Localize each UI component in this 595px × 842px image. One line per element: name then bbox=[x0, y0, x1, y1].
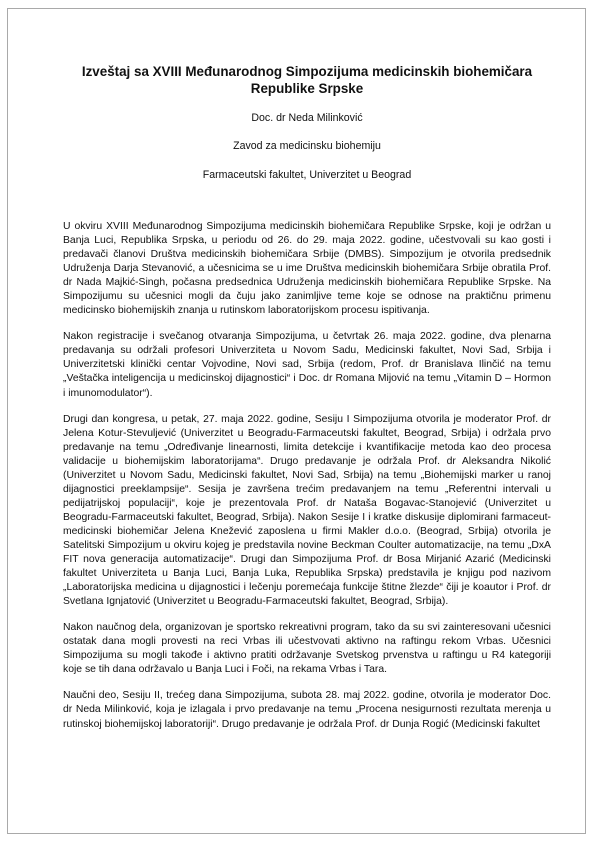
author-name: Doc. dr Neda Milinković bbox=[251, 112, 363, 124]
paragraph-day-two: Drugi dan kongresa, u petak, 27. maja 2022. godine, Sesiju I Simpozijuma otvorila je moderator Prof. dr Jelena Kotur-Stevuljević (Univerzitet u Beogradu-Farmaceutski fakultet, Beograd, Srbija) i održala prvo predavanje na temu „Određivanje linearnosti, limita detekcije i kvantifikacije metoda kao deo procesa validacije u biohemijskim laboratorijama“. Drugo predavanje je održala Prof. dr Aleksandra Nikolić (Univerzitet u Novom Sadu, Medicinski fakultet, Novi Sad, Srbija) na temu „Biohemijski marker u ranoj dijagnostici preeklampsije“. Sesija je završena trećim predavanjem na temu „Referentni intervali u pedijatrijskoj populaciji“, koje je prezentovala Prof. dr Nataša Bogavac-Stanojević (Univerzitet u Beogradu-Farmaceutski fakultet, Beograd, Srbija). Nakon Sesije I i kratke diskusije diplomirani farmaceut-medicinski biohemičar Jelena Knežević zaposlena u firmi Makler d.o.o. (Beograd, Srbija) otvorila je Satelitski Simpozijum u okviru kojeg je predstavila novine Beckman Coulter automatizacije, na temu „DxA FIT nova generacija automatizacije“. Drugi dan Simpozijuma Prof. dr Bosa Mirjanić Azarić (Medicinski fakultet Univerziteta u Banja Luci, Banja Luka, Republika Srpska) predstavila je knjigu pod nazivom „Laboratorijska medicina u dijagnostici i lečenju poremećaja funkcije štitne žlezde“ čiji je koautor i Prof. dr Svetlana Ignjatović (Univerzitet u Beogradu-Farmaceutski fakultet, Beograd, Srbija). bbox=[63, 413, 551, 608]
document-body bbox=[63, 63, 551, 732]
author-institute: Zavod za medicinsku biohemiju bbox=[233, 140, 381, 152]
paragraph-intro: U okviru XVIII Međunarodnog Simpozijuma medicinskih biohemičara Republike Srpske, koji je održan u Banja Luci, Republika Srpska, u periodu od 26. do 29. maja 2022. godine, učestvovali su kao gosti i predavači članovi Društva medicinskih biohemičara Srbije (DMBS). Simpozijum je otvorila predsednik Udruženja Darja Stevanović, a učesnicima se u ime Društva medicinskih biohemičara Srbije obratila Prof. dr Nada Majkić-Singh, počasna predsednica Udruženja medicinskih biohemičara Republike Srpske. Na Simpozijumu su učesnici mogli da čuju jako zanimljive teme koje se odnose na praktičnu primenu medicinsko biohemijskih znanja u rutinskom laboratorijskom procesu ispitivanja. bbox=[63, 221, 551, 317]
paragraph-recreation: Nakon naučnog dela, organizovan je sportsko rekreativni program, tako da su svi zainteresovani učesnici ostatak dana mogli provesti na reci Vrbas ili učestvovati aktivno na raftingu rekom Vrbas. Učesnici Simpozijuma su mogli takođe i aktivno pratiti održavanje Svetskog prvenstva u raftingu u R4 kategoriji koje se tih dana održavalo u Banja Luci i Foči, na rekama Vrbas i Tara. bbox=[63, 622, 551, 676]
author-faculty: Farmaceutski fakultet, Univerzitet u Beograd bbox=[202, 169, 412, 181]
document-title: Izveštaj sa XVIII Međunarodnog Simpozijuma medicinskih biohemičara Republike Srpske bbox=[81, 64, 533, 96]
paragraph-day-three: Naučni deo, Sesiju II, trećeg dana Simpozijuma, subota 28. maj 2022. godine, otvorila je moderator Doc. dr Neda Milinković, koja je izlagala i prvo predavanje na temu „Procena nesigurnosti rezultata merenja u rutinskoj biohemijskoj laboratoriji“. Drugo predavanje je održala Prof. dr Dunja Rogić (Medicinski fakultet bbox=[63, 690, 551, 730]
page bbox=[7, 8, 586, 834]
paragraph-day-one: Nakon registracije i svečanog otvaranja Simpozijuma, u četvrtak 26. maja 2022. godine, dva plenarna predavanja su održali profesori Univerziteta u Novom Sadu, Medicinski fakultet, Novi Sad, Srbija i Univerzitetski klinički centar Vojvodine, Novi sad, Srbija (redom, Prof. dr Branislava Ilinčić na temu „Veštačka inteligencija u medicinskoj dijagnostici“ i Doc. dr Romana Mijović na temu „Vitamin D – Hormon i imunomodulator“). bbox=[63, 331, 551, 399]
